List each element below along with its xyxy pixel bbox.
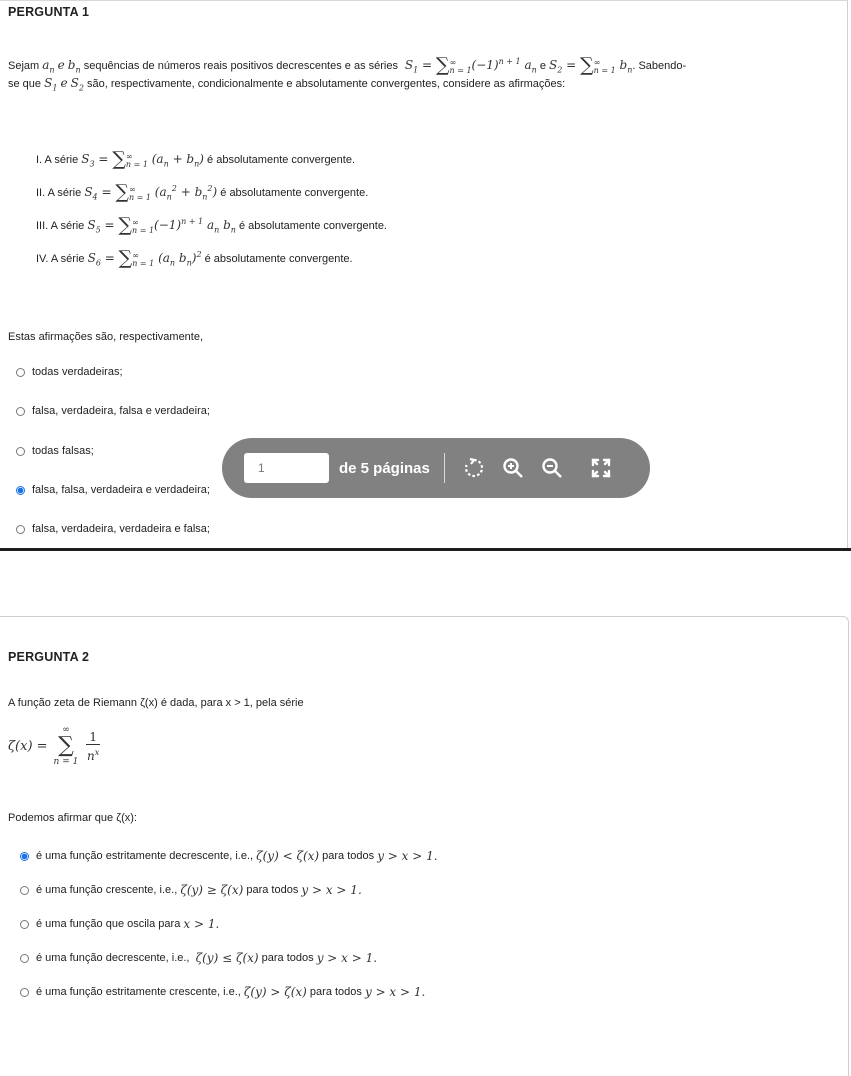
q1-option-1[interactable] bbox=[16, 366, 123, 378]
radio-button[interactable] bbox=[16, 447, 25, 456]
rotate-icon[interactable] bbox=[461, 455, 487, 481]
question-2-title: PERGUNTA 2 bbox=[8, 650, 90, 664]
statement-ii: II. A série $S_4$ = ∑∞ n = 1 $(a_n^2 + b_n^2)$ é absolutamente convergente. bbox=[36, 181, 369, 203]
fullscreen-icon[interactable] bbox=[588, 455, 614, 481]
page-count-label: de 5 páginas bbox=[339, 459, 430, 477]
question-1-intro-line-1: Sejam $a_n$ e $b_n$ sequências de números reais positivos decrescentes e as séries $S_1$ = ∑∞ $n = 1(-1)^{n + 1}$ $a_n$ e $S_2$ = ∑∞ n = 1 $b_n$. Sabendo- bbox=[8, 54, 687, 76]
question-1-title: PERGUNTA 1 bbox=[8, 5, 90, 19]
statement-iii: III. A série $S_5$ = ∑∞ $n = 1(-1)^{n + 1}$ $a_n$ $b_n$ é absolutamente convergente. bbox=[36, 214, 387, 236]
radio-button[interactable] bbox=[16, 407, 25, 416]
radio-button[interactable] bbox=[20, 988, 29, 997]
option-label: todas verdadeiras; bbox=[32, 366, 123, 378]
q2-option-2[interactable]: é uma função crescente, i.e., ζ(y) ≥ ζ(x) para todos y > x > 1. bbox=[20, 883, 362, 897]
statement-i: I. A série $S_3$ = ∑∞ n = 1 $(a_n + b_n)$ é absolutamente convergente. bbox=[36, 148, 356, 170]
radio-button[interactable] bbox=[20, 954, 29, 963]
pdf-page-2 bbox=[0, 616, 851, 1076]
question-2-prompt: Podemos afirmar que ζ(x): bbox=[8, 812, 137, 824]
question-1-intro-line-2: se que $S_1$ e $S_2$ são, respectivamente, condicionalmente e absolutamente convergentes, considere as afirmações: bbox=[8, 76, 566, 93]
q1-option-5[interactable] bbox=[16, 523, 210, 535]
radio-button[interactable] bbox=[20, 886, 29, 895]
page-number-input[interactable]: 1 bbox=[244, 453, 329, 483]
radio-button[interactable] bbox=[20, 920, 29, 929]
q1-option-3[interactable] bbox=[16, 445, 94, 457]
toolbar-divider bbox=[444, 453, 445, 483]
option-label: falsa, falsa, verdadeira e verdadeira; bbox=[32, 484, 210, 496]
radio-button[interactable] bbox=[16, 368, 25, 377]
q2-option-1[interactable]: é uma função estritamente decrescente, i.e., ζ(y) < ζ(x) para todos y > x > 1. bbox=[20, 849, 438, 863]
q1-option-4[interactable] bbox=[16, 484, 210, 496]
page-frame bbox=[0, 616, 849, 1076]
radio-button-selected[interactable] bbox=[16, 486, 25, 495]
pdf-viewer-toolbar bbox=[222, 438, 650, 498]
question-1-prompt: Estas afirmações são, respectivamente, bbox=[8, 331, 204, 343]
zoom-out-icon[interactable] bbox=[539, 455, 565, 481]
q2-option-3[interactable]: é uma função que oscila para x > 1. bbox=[20, 917, 219, 931]
question-2-intro: A função zeta de Riemann ζ(x) é dada, para x > 1, pela série bbox=[8, 697, 304, 709]
option-label: falsa, verdadeira, verdadeira e falsa; bbox=[32, 523, 210, 535]
radio-button[interactable] bbox=[16, 525, 25, 534]
zoom-in-icon[interactable] bbox=[500, 455, 526, 481]
statement-iv: IV. A série $S_6$ = ∑∞ n = 1 ($a_n$ $b_n)^2$ é absolutamente convergente. bbox=[36, 247, 353, 269]
q2-option-5[interactable]: é uma função estritamente crescente, i.e., ζ(y) > ζ(x) para todos y > x > 1. bbox=[20, 985, 425, 999]
radio-button-selected[interactable] bbox=[20, 852, 29, 861]
zeta-formula: ζ(x) = ∞ ∑ n = 1 1 $n^x$ bbox=[8, 725, 100, 767]
option-label: falsa, verdadeira, falsa e verdadeira; bbox=[32, 405, 210, 417]
q1-option-2[interactable] bbox=[16, 405, 210, 417]
q2-option-4[interactable]: é uma função decrescente, i.e., ζ(y) ≤ ζ(x) para todos y > x > 1. bbox=[20, 951, 377, 965]
option-label: todas falsas; bbox=[32, 445, 94, 457]
